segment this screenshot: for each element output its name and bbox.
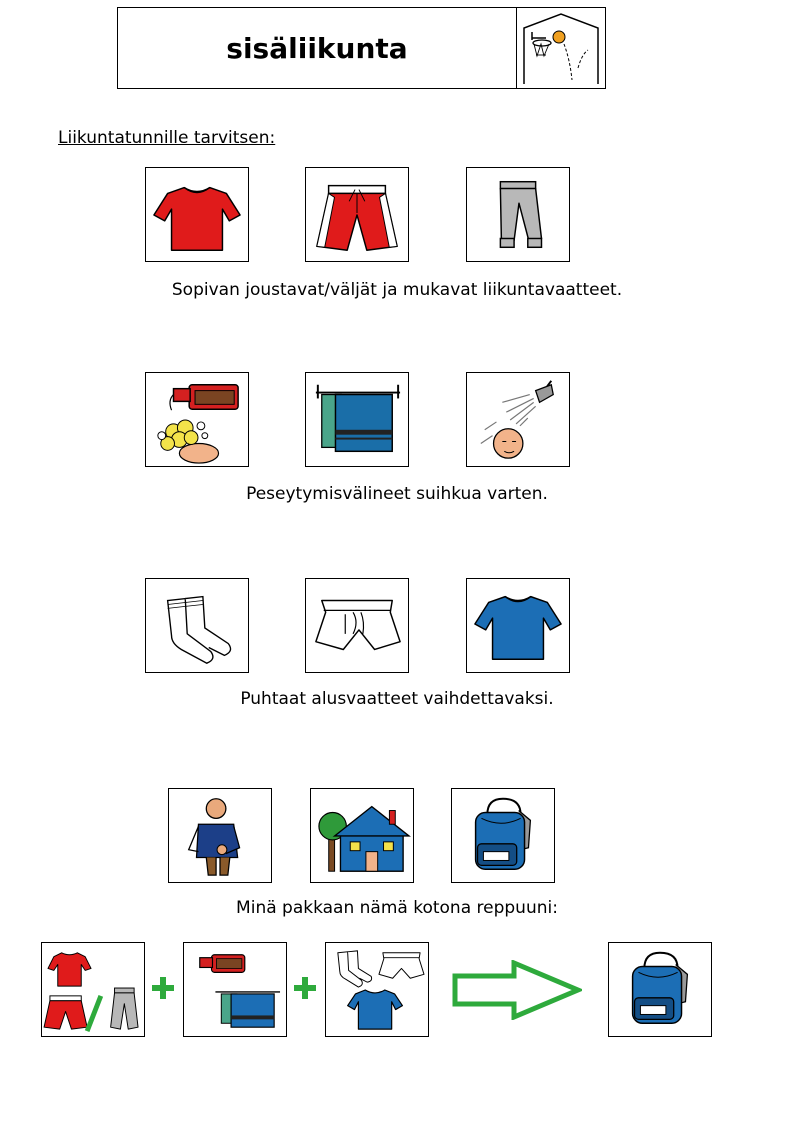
underpants-card: [305, 578, 409, 673]
blue-tshirt-icon: [467, 579, 569, 672]
blue-tshirt-card: [466, 578, 570, 673]
red-shorts-icon: [306, 168, 408, 261]
underwear-combo-card: [325, 942, 429, 1037]
grey-trousers-card: [466, 167, 570, 262]
right-arrow-icon: [452, 960, 582, 1020]
caption-sportswear: Sopivan joustavat/väljät ja mukavat liikuntavaatteet.: [171, 280, 623, 300]
underpants-icon: [306, 579, 408, 672]
home-card: [310, 788, 414, 883]
home-icon: [311, 789, 413, 882]
plus-sign: [150, 975, 176, 1001]
shampoo-icon: [146, 373, 248, 466]
person-card: [168, 788, 272, 883]
underwear-combo-icon: [326, 943, 428, 1036]
shower-card: [466, 372, 570, 467]
backpack-final-card: [608, 942, 712, 1037]
shampoo-card: [145, 372, 249, 467]
sportswear-combo-icon: [42, 943, 144, 1036]
plus-sign: [292, 975, 318, 1001]
backpack-icon: [452, 789, 554, 882]
caption-underwear: Puhtaat alusvaatteet vaihdettavaksi.: [240, 689, 554, 709]
towel-card: [305, 372, 409, 467]
sportswear-combo-card: [41, 942, 145, 1037]
shower-icon: [467, 373, 569, 466]
intro-label: Liikuntatunnille tarvitsen:: [58, 128, 276, 148]
person-me-icon: [169, 789, 271, 882]
socks-icon: [146, 579, 248, 672]
caption-wash-gear: Peseytymisvälineet suihkua varten.: [246, 484, 548, 504]
towel-icon: [306, 373, 408, 466]
socks-card: [145, 578, 249, 673]
red-tshirt-icon: [146, 168, 248, 261]
header-divider: [516, 8, 517, 88]
caption-pack-home: Minä pakkaan nämä kotona reppuuni:: [236, 898, 558, 918]
red-shorts-card: [305, 167, 409, 262]
basketball-hoop-icon: [518, 10, 604, 86]
wash-gear-combo-card: [183, 942, 287, 1037]
grey-trousers-icon: [467, 168, 569, 261]
red-tshirt-card: [145, 167, 249, 262]
page-title: sisäliikunta: [226, 31, 408, 65]
backpack-icon: [609, 943, 711, 1036]
wash-gear-combo-icon: [184, 943, 286, 1036]
backpack-card: [451, 788, 555, 883]
header-box: [117, 7, 606, 89]
